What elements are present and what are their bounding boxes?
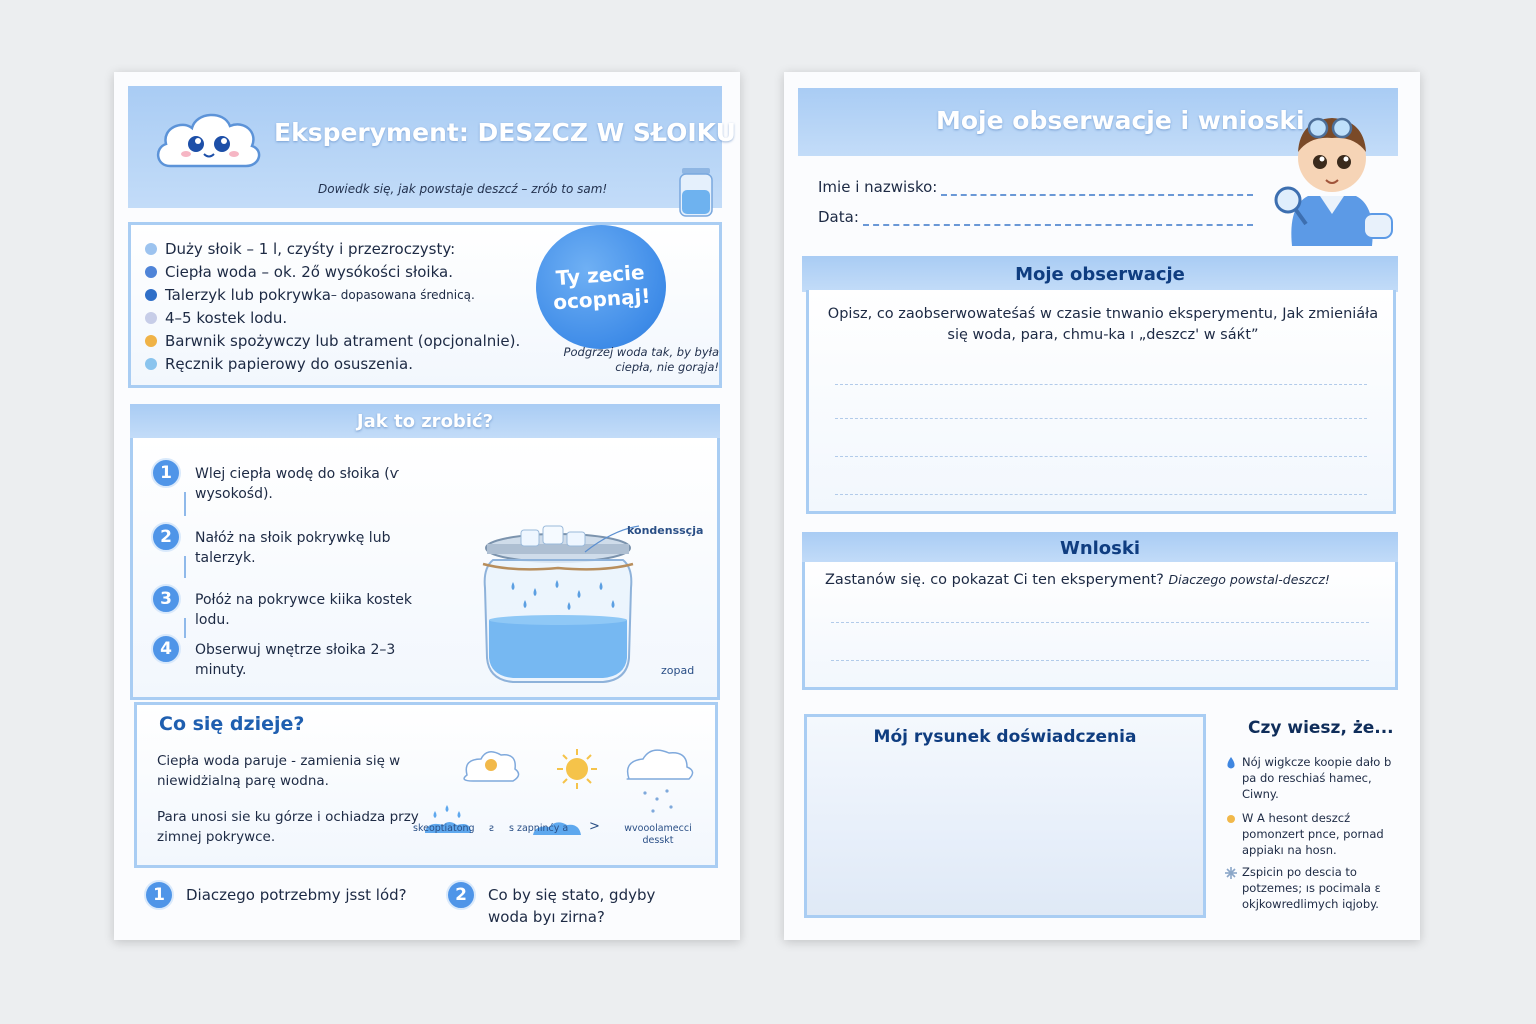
writing-line[interactable]	[835, 456, 1367, 457]
drawing-area[interactable]	[804, 714, 1206, 918]
step-text: Połóż na pokrywce kiika kostek lodu.	[195, 592, 413, 628]
steps-header-band	[130, 404, 720, 438]
step-number: 4	[151, 634, 181, 664]
name-label: Imie i nazwisko:	[818, 178, 938, 196]
writing-line[interactable]	[835, 494, 1367, 495]
sun-icon	[1224, 812, 1238, 826]
plate-icon	[145, 289, 157, 301]
worksheet-title: Moje obserwacje i wnioski	[936, 106, 1305, 135]
conclusions-box	[802, 562, 1398, 690]
date-input-line[interactable]	[863, 214, 1253, 226]
step-number: 3	[151, 584, 181, 614]
question-text: Co by się stato, gdyby woda byı zirna?	[488, 886, 656, 926]
facts-title: Czy wiesz, że...	[1248, 718, 1394, 738]
date-label: Data:	[818, 208, 859, 226]
date-field-row	[818, 208, 1253, 226]
list-item: 4–5 kostek lodu.	[145, 306, 520, 329]
snowflake-icon	[1224, 866, 1238, 880]
left-header-band	[128, 86, 736, 208]
fact-item: W A hesont deszcź pomonzert pnce, pornad appiakı na hosn.	[1224, 810, 1404, 858]
conclusions-title: Wnloski	[1059, 537, 1141, 559]
ice-cube-icon	[145, 312, 157, 324]
explanation-paragraph: Ciepła woda paruje - zamienia się w niewidżialną parę wodna.	[157, 753, 401, 789]
rain-jar-illustration-icon	[473, 508, 643, 688]
question-number: 2	[446, 880, 476, 910]
writing-line[interactable]	[831, 660, 1369, 661]
worksheet-subtitle: Dowiedk się, jak powstaje deszcź – zrób to sam!	[318, 182, 608, 196]
towel-icon	[145, 358, 157, 370]
cycle-label: wvooolamecci desskt	[624, 823, 692, 846]
name-input-line[interactable]	[941, 184, 1253, 196]
conclusions-header-band	[802, 532, 1398, 564]
steps-box	[130, 438, 720, 700]
list-item: Barwnik spożywczy lub atrament (opcjonalnie).	[145, 329, 520, 352]
condensation-label: kondenssçja	[627, 524, 704, 537]
observations-title: Moje obserwacje	[1015, 263, 1185, 285]
fact-item: Zspicin po descia to potzemes; ıs pocimala ε okjkowredlimych iqjoby.	[1224, 864, 1404, 912]
cloud-mascot-icon	[152, 104, 264, 176]
small-jar-icon	[676, 164, 716, 218]
drawing-title: Mój rysunek doświadczenia	[873, 727, 1137, 747]
rain-label: zopad	[661, 664, 695, 677]
step-4	[151, 634, 435, 680]
hint-note: Podgrzej woda tak, by była ciepła, nie gorąja!	[563, 345, 719, 374]
water-drop-icon	[145, 266, 157, 278]
explanation-title: Co się dzieje?	[159, 713, 305, 735]
step-2	[151, 522, 435, 568]
explanation-paragraph: Para unosi sie ku górze i ochiadza przy zimnej pokrywce.	[157, 809, 419, 845]
worksheet-title: Eksperyment: DESZCZ W SŁOIKU	[274, 118, 736, 147]
observations-box	[806, 290, 1396, 514]
cycle-label: >	[589, 819, 600, 834]
conclusions-instructions: Zastanów się. co pokazat Ci ten eksperyment? Diaczego powstal-deszcz!	[825, 572, 1330, 588]
step-number: 2	[151, 522, 181, 552]
question-2	[446, 880, 688, 928]
cycle-label: skeoptiatong	[413, 823, 475, 834]
observations-instructions: Opisz, co zaobserwowateśaś w czasie tnwanio eksperymentu, Jak zmieniáła się woda, para, chmu-ka ı „deszcz' w sáќt”	[827, 306, 1379, 343]
step-text: Nałóż na słoik pokrywkę lub talerzyk.	[195, 530, 391, 566]
question-text: Diaczego potrzebmy jsst lód?	[186, 886, 407, 904]
scientist-kid-mascot-icon	[1268, 96, 1396, 246]
list-item: Duży słoik – 1 l, czyśty i przezroczysty:	[145, 237, 520, 260]
step-text: Obserwuj wnętrze słoika 2–3 minuty.	[195, 642, 396, 678]
step-number: 1	[151, 458, 181, 488]
list-item: Ręcznik papierowy do osuszenia.	[145, 352, 520, 375]
step-1	[151, 458, 435, 504]
list-item: Ciepła woda – ok. 2ő wysókości słoika.	[145, 260, 520, 283]
materials-box	[128, 222, 722, 388]
right-worksheet	[784, 72, 1420, 940]
writing-line[interactable]	[835, 384, 1367, 385]
writing-line[interactable]	[835, 418, 1367, 419]
step-3	[151, 584, 435, 630]
hint-circle: Ty zecie ocopnąj!	[532, 221, 670, 354]
question-1	[144, 880, 436, 910]
jar-icon	[145, 243, 157, 255]
step-text: Wlej ciepła wodę do słoika (ѵ wysokośd).	[195, 466, 400, 502]
raindrop-icon	[1224, 756, 1238, 770]
dye-icon	[145, 335, 157, 347]
list-item: Talerzyk lub pokrywka – dopasowana średnicą.	[145, 283, 520, 306]
observations-header-band	[802, 256, 1398, 292]
steps-title: Jak to zrobić?	[356, 410, 494, 432]
question-number: 1	[144, 880, 174, 910]
materials-list	[145, 237, 520, 375]
left-worksheet	[114, 72, 740, 940]
name-field-row	[818, 178, 1253, 196]
explanation-box	[134, 702, 718, 868]
cycle-label: ƨ	[489, 823, 494, 834]
cycle-label: s zapninćy a	[509, 823, 569, 834]
fact-item: Nój wigkcze koopie dało b pa do reschiaś hamec, Ciwny.	[1224, 754, 1404, 802]
writing-line[interactable]	[831, 622, 1369, 623]
